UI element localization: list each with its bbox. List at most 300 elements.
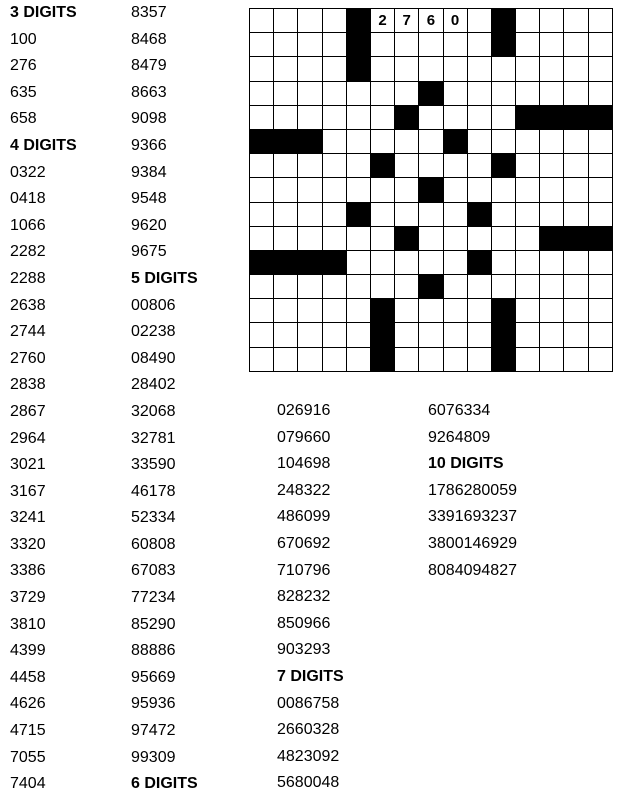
grid-cell[interactable] xyxy=(394,322,418,346)
grid-cell[interactable] xyxy=(273,81,297,105)
grid-cell[interactable] xyxy=(370,129,394,153)
grid-cell[interactable] xyxy=(588,32,612,56)
black-cell xyxy=(539,105,563,129)
grid-cell[interactable] xyxy=(588,8,612,32)
number-entry: 828232 xyxy=(277,588,331,606)
black-cell xyxy=(370,322,394,346)
number-entry: 9675 xyxy=(131,243,167,261)
grid-cell[interactable] xyxy=(515,177,539,201)
grid-cell[interactable] xyxy=(346,274,370,298)
grid-cell[interactable] xyxy=(394,347,418,371)
grid-cell[interactable] xyxy=(588,81,612,105)
black-cell xyxy=(322,250,346,274)
grid-cell[interactable] xyxy=(370,81,394,105)
grid-cell[interactable] xyxy=(515,322,539,346)
grid-cell[interactable] xyxy=(467,32,491,56)
grid-cell[interactable] xyxy=(297,322,321,346)
number-entry: 635 xyxy=(10,83,37,101)
number-entry: 710796 xyxy=(277,561,331,579)
grid-cell[interactable] xyxy=(346,105,370,129)
grid-cell[interactable] xyxy=(443,274,467,298)
grid-cell[interactable] xyxy=(563,177,587,201)
grid-cell[interactable] xyxy=(394,56,418,80)
number-entry: 4715 xyxy=(10,722,46,740)
number-entry: 2288 xyxy=(10,269,46,287)
grid-cell[interactable] xyxy=(563,347,587,371)
grid-cell[interactable] xyxy=(322,177,346,201)
number-entry: 33590 xyxy=(131,456,176,474)
grid-cell[interactable] xyxy=(297,105,321,129)
grid-cell[interactable] xyxy=(588,347,612,371)
number-entry: 9366 xyxy=(131,136,167,154)
grid-cell[interactable] xyxy=(539,56,563,80)
black-cell xyxy=(346,202,370,226)
number-entry: 248322 xyxy=(277,481,331,499)
grid-cell[interactable] xyxy=(322,226,346,250)
grid-cell[interactable] xyxy=(297,8,321,32)
black-cell xyxy=(491,8,515,32)
number-entry: 8468 xyxy=(131,30,167,48)
black-cell xyxy=(418,81,442,105)
grid-cell[interactable] xyxy=(443,250,467,274)
number-entry: 95669 xyxy=(131,668,176,686)
grid-cell[interactable] xyxy=(563,274,587,298)
number-entry: 5680048 xyxy=(277,774,340,792)
grid-cell[interactable] xyxy=(563,202,587,226)
grid-cell[interactable] xyxy=(588,298,612,322)
length-heading: 10 DIGITS xyxy=(428,455,504,473)
number-entry: 3800146929 xyxy=(428,534,517,552)
grid-cell[interactable] xyxy=(539,8,563,32)
grid-cell[interactable] xyxy=(418,56,442,80)
number-entry: 2660328 xyxy=(277,721,340,739)
grid-cell[interactable] xyxy=(443,322,467,346)
grid-cell[interactable] xyxy=(370,274,394,298)
grid-cell[interactable] xyxy=(418,226,442,250)
grid-cell[interactable] xyxy=(491,56,515,80)
black-cell xyxy=(443,129,467,153)
black-cell xyxy=(491,32,515,56)
length-heading: 3 DIGITS xyxy=(10,4,77,21)
grid-cell[interactable] xyxy=(515,81,539,105)
grid-cell[interactable] xyxy=(394,177,418,201)
grid-cell[interactable] xyxy=(588,153,612,177)
grid-cell[interactable] xyxy=(563,32,587,56)
grid-cell[interactable] xyxy=(273,347,297,371)
filled-cell[interactable]: 2 xyxy=(370,8,394,32)
black-cell xyxy=(394,226,418,250)
puzzle-grid xyxy=(249,8,613,372)
number-entry: 2760 xyxy=(10,349,46,367)
grid-cell[interactable] xyxy=(394,32,418,56)
grid-cell[interactable] xyxy=(443,105,467,129)
number-entry: 3241 xyxy=(10,509,46,527)
number-entry: 32781 xyxy=(131,429,176,447)
grid-cell[interactable] xyxy=(491,250,515,274)
number-entry: 8084094827 xyxy=(428,561,517,579)
grid-cell[interactable] xyxy=(297,177,321,201)
number-entry: 8479 xyxy=(131,57,167,75)
grid-cell[interactable] xyxy=(370,56,394,80)
grid-cell[interactable] xyxy=(418,322,442,346)
grid-cell[interactable] xyxy=(467,298,491,322)
grid-cell[interactable] xyxy=(394,298,418,322)
black-cell xyxy=(346,32,370,56)
word-list-column xyxy=(10,0,77,798)
grid-cell[interactable] xyxy=(249,202,273,226)
grid-cell[interactable] xyxy=(588,202,612,226)
grid-cell[interactable] xyxy=(539,298,563,322)
grid-cell[interactable] xyxy=(249,226,273,250)
black-cell xyxy=(249,250,273,274)
black-cell xyxy=(588,226,612,250)
grid-cell[interactable] xyxy=(539,250,563,274)
grid-cell[interactable] xyxy=(322,8,346,32)
grid-cell[interactable] xyxy=(467,81,491,105)
grid-cell[interactable] xyxy=(539,177,563,201)
grid-cell[interactable] xyxy=(491,105,515,129)
grid-cell[interactable] xyxy=(418,153,442,177)
grid-cell[interactable] xyxy=(346,177,370,201)
number-entry: 2867 xyxy=(10,402,46,420)
black-cell xyxy=(491,322,515,346)
filled-cell[interactable]: 7 xyxy=(394,8,418,32)
filled-cell[interactable]: 0 xyxy=(443,8,467,32)
number-entry: 9548 xyxy=(131,190,167,208)
grid-cell[interactable] xyxy=(467,322,491,346)
grid-cell[interactable] xyxy=(249,153,273,177)
grid-cell[interactable] xyxy=(467,177,491,201)
number-entry: 9384 xyxy=(131,163,167,181)
grid-cell[interactable] xyxy=(273,226,297,250)
number-entry: 276 xyxy=(10,57,37,75)
black-cell xyxy=(370,153,394,177)
number-entry: 4458 xyxy=(10,668,46,686)
grid-cell[interactable] xyxy=(273,298,297,322)
grid-cell[interactable] xyxy=(370,202,394,226)
number-entry: 100 xyxy=(10,30,37,48)
number-entry: 28402 xyxy=(131,376,176,394)
grid-cell[interactable] xyxy=(563,129,587,153)
grid-cell[interactable] xyxy=(297,81,321,105)
grid-cell[interactable] xyxy=(273,202,297,226)
grid-cell[interactable] xyxy=(515,8,539,32)
number-entry: 3391693237 xyxy=(428,508,517,526)
grid-cell[interactable] xyxy=(443,177,467,201)
grid-cell[interactable] xyxy=(297,153,321,177)
number-entry: 0086758 xyxy=(277,694,340,712)
black-cell xyxy=(346,56,370,80)
black-cell xyxy=(491,153,515,177)
grid-cell[interactable] xyxy=(467,153,491,177)
black-cell xyxy=(394,105,418,129)
grid-cell[interactable] xyxy=(273,8,297,32)
grid-cell[interactable] xyxy=(394,129,418,153)
grid-cell[interactable] xyxy=(297,32,321,56)
grid-cell[interactable] xyxy=(563,8,587,32)
grid-cell[interactable] xyxy=(249,81,273,105)
grid-cell[interactable] xyxy=(273,322,297,346)
grid-cell[interactable] xyxy=(563,322,587,346)
grid-cell[interactable] xyxy=(418,129,442,153)
number-entry: 0322 xyxy=(10,163,46,181)
grid-cell[interactable] xyxy=(394,202,418,226)
grid-cell[interactable] xyxy=(467,226,491,250)
grid-cell[interactable] xyxy=(467,347,491,371)
grid-cell[interactable] xyxy=(370,32,394,56)
number-entry: 658 xyxy=(10,110,37,128)
grid-cell[interactable] xyxy=(322,81,346,105)
word-list-column xyxy=(131,0,198,798)
grid-cell[interactable] xyxy=(346,153,370,177)
grid-cell[interactable] xyxy=(539,32,563,56)
grid-cell[interactable] xyxy=(370,177,394,201)
number-entry: 46178 xyxy=(131,482,176,500)
grid-cell[interactable] xyxy=(297,202,321,226)
grid-cell[interactable] xyxy=(249,105,273,129)
number-entry: 0418 xyxy=(10,190,46,208)
black-cell xyxy=(297,250,321,274)
grid-cell[interactable] xyxy=(346,81,370,105)
grid-cell[interactable] xyxy=(418,250,442,274)
grid-cell[interactable] xyxy=(588,177,612,201)
grid-cell[interactable] xyxy=(394,250,418,274)
grid-cell[interactable] xyxy=(418,298,442,322)
number-entry: 08490 xyxy=(131,349,176,367)
grid-cell[interactable] xyxy=(418,105,442,129)
black-cell xyxy=(467,250,491,274)
grid-cell[interactable] xyxy=(563,81,587,105)
grid-cell[interactable] xyxy=(322,153,346,177)
black-cell xyxy=(418,274,442,298)
grid-cell[interactable] xyxy=(515,56,539,80)
grid-cell[interactable] xyxy=(249,298,273,322)
grid-cell[interactable] xyxy=(539,347,563,371)
grid-cell[interactable] xyxy=(588,274,612,298)
number-entry: 02238 xyxy=(131,323,176,341)
number-entry: 7055 xyxy=(10,748,46,766)
grid-cell[interactable] xyxy=(467,274,491,298)
grid-cell[interactable] xyxy=(418,347,442,371)
number-entry: 903293 xyxy=(277,641,331,659)
grid-cell[interactable] xyxy=(491,202,515,226)
grid-cell[interactable] xyxy=(443,298,467,322)
number-entry: 2744 xyxy=(10,323,46,341)
grid-cell[interactable] xyxy=(394,274,418,298)
grid-cell[interactable] xyxy=(297,274,321,298)
black-cell xyxy=(515,105,539,129)
grid-cell[interactable] xyxy=(443,56,467,80)
grid-cell[interactable] xyxy=(297,56,321,80)
number-entry: 3386 xyxy=(10,562,46,580)
grid-cell[interactable] xyxy=(322,32,346,56)
grid-cell[interactable] xyxy=(249,8,273,32)
grid-cell[interactable] xyxy=(491,129,515,153)
grid-cell[interactable] xyxy=(515,153,539,177)
grid-cell[interactable] xyxy=(563,153,587,177)
grid-cell[interactable] xyxy=(491,177,515,201)
grid-cell[interactable] xyxy=(249,56,273,80)
number-entry: 104698 xyxy=(277,455,331,473)
number-entry: 850966 xyxy=(277,614,331,632)
grid-cell[interactable] xyxy=(249,347,273,371)
black-cell xyxy=(467,202,491,226)
grid-cell[interactable] xyxy=(322,347,346,371)
grid-cell[interactable] xyxy=(515,32,539,56)
grid-cell[interactable] xyxy=(515,250,539,274)
grid-cell[interactable] xyxy=(539,129,563,153)
grid-cell[interactable] xyxy=(443,153,467,177)
number-entry: 3729 xyxy=(10,589,46,607)
grid-cell[interactable] xyxy=(322,105,346,129)
grid-cell[interactable] xyxy=(443,347,467,371)
number-entry: 67083 xyxy=(131,562,176,580)
grid-cell[interactable] xyxy=(370,226,394,250)
grid-cell[interactable] xyxy=(443,226,467,250)
number-entry: 8663 xyxy=(131,83,167,101)
length-heading: 5 DIGITS xyxy=(131,269,198,287)
grid-cell[interactable] xyxy=(370,105,394,129)
grid-cell[interactable] xyxy=(370,250,394,274)
word-list-column xyxy=(277,398,344,797)
number-entry: 00806 xyxy=(131,296,176,314)
grid-cell[interactable] xyxy=(297,226,321,250)
black-cell xyxy=(249,129,273,153)
grid-cell[interactable] xyxy=(515,202,539,226)
grid-cell[interactable] xyxy=(418,202,442,226)
grid-cell[interactable] xyxy=(491,81,515,105)
grid-cell[interactable] xyxy=(443,81,467,105)
grid-cell[interactable] xyxy=(249,274,273,298)
black-cell xyxy=(588,105,612,129)
black-cell xyxy=(297,129,321,153)
grid-cell[interactable] xyxy=(273,274,297,298)
number-entry: 9264809 xyxy=(428,428,491,446)
grid-cell[interactable] xyxy=(443,202,467,226)
black-cell xyxy=(370,347,394,371)
grid-cell[interactable] xyxy=(515,129,539,153)
grid-cell[interactable] xyxy=(322,322,346,346)
grid-cell[interactable] xyxy=(346,226,370,250)
word-list-column xyxy=(428,398,517,584)
grid-cell[interactable] xyxy=(491,274,515,298)
number-entry: 670692 xyxy=(277,534,331,552)
number-entry: 2638 xyxy=(10,296,46,314)
grid-cell[interactable] xyxy=(491,226,515,250)
number-entry: 77234 xyxy=(131,589,176,607)
grid-cell[interactable] xyxy=(563,56,587,80)
grid-cell[interactable] xyxy=(346,129,370,153)
number-entry: 4399 xyxy=(10,642,46,660)
grid-cell[interactable] xyxy=(515,226,539,250)
grid-cell[interactable] xyxy=(539,153,563,177)
grid-cell[interactable] xyxy=(539,322,563,346)
black-cell xyxy=(346,8,370,32)
number-entry: 4626 xyxy=(10,695,46,713)
grid-cell[interactable] xyxy=(346,347,370,371)
number-entry: 3021 xyxy=(10,456,46,474)
black-cell xyxy=(273,250,297,274)
length-heading: 6 DIGITS xyxy=(131,775,198,793)
black-cell xyxy=(418,177,442,201)
number-entry: 88886 xyxy=(131,642,176,660)
grid-cell[interactable] xyxy=(346,250,370,274)
number-entry: 9620 xyxy=(131,216,167,234)
grid-cell[interactable] xyxy=(515,274,539,298)
length-heading: 4 DIGITS xyxy=(10,136,77,154)
grid-cell[interactable] xyxy=(249,177,273,201)
grid-cell[interactable] xyxy=(249,32,273,56)
black-cell xyxy=(491,298,515,322)
number-entry: 99309 xyxy=(131,748,176,766)
number-entry: 3320 xyxy=(10,535,46,553)
grid-cell[interactable] xyxy=(346,322,370,346)
grid-cell[interactable] xyxy=(394,81,418,105)
grid-cell[interactable] xyxy=(322,56,346,80)
length-heading: 7 DIGITS xyxy=(277,667,344,685)
grid-cell[interactable] xyxy=(539,81,563,105)
grid-cell[interactable] xyxy=(539,274,563,298)
grid-cell[interactable] xyxy=(418,32,442,56)
grid-cell[interactable] xyxy=(297,298,321,322)
black-cell xyxy=(563,226,587,250)
grid-cell[interactable] xyxy=(273,105,297,129)
grid-cell[interactable] xyxy=(273,153,297,177)
number-entry: 7404 xyxy=(10,775,46,793)
grid-cell[interactable] xyxy=(539,202,563,226)
number-entry: 95936 xyxy=(131,695,176,713)
grid-cell[interactable] xyxy=(467,8,491,32)
grid-cell[interactable] xyxy=(443,32,467,56)
black-cell xyxy=(563,105,587,129)
grid-cell[interactable] xyxy=(273,56,297,80)
grid-cell[interactable] xyxy=(588,129,612,153)
number-entry: 97472 xyxy=(131,722,176,740)
grid-cell[interactable] xyxy=(394,153,418,177)
grid-cell[interactable] xyxy=(297,347,321,371)
number-entry: 1066 xyxy=(10,216,46,234)
grid-cell[interactable] xyxy=(563,298,587,322)
grid-cell[interactable] xyxy=(563,250,587,274)
grid-cell[interactable] xyxy=(515,347,539,371)
grid-cell[interactable] xyxy=(322,129,346,153)
number-entry: 1786280059 xyxy=(428,481,517,499)
grid-cell[interactable] xyxy=(588,322,612,346)
number-entry: 9098 xyxy=(131,110,167,128)
grid-cell[interactable] xyxy=(467,56,491,80)
grid-cell[interactable] xyxy=(467,105,491,129)
grid-cell[interactable] xyxy=(346,298,370,322)
grid-cell[interactable] xyxy=(467,129,491,153)
grid-cell[interactable] xyxy=(588,250,612,274)
number-entry: 8357 xyxy=(131,4,167,21)
grid-cell[interactable] xyxy=(322,202,346,226)
filled-cell[interactable]: 6 xyxy=(418,8,442,32)
grid-cell[interactable] xyxy=(249,322,273,346)
grid-cell[interactable] xyxy=(515,298,539,322)
grid-cell[interactable] xyxy=(588,56,612,80)
black-cell xyxy=(370,298,394,322)
black-cell xyxy=(539,226,563,250)
grid-cell[interactable] xyxy=(322,274,346,298)
black-cell xyxy=(491,347,515,371)
grid-cell[interactable] xyxy=(273,32,297,56)
number-entry: 2838 xyxy=(10,376,46,394)
grid-cell[interactable] xyxy=(322,298,346,322)
number-entry: 486099 xyxy=(277,508,331,526)
number-entry: 32068 xyxy=(131,402,176,420)
grid-cell[interactable] xyxy=(273,177,297,201)
